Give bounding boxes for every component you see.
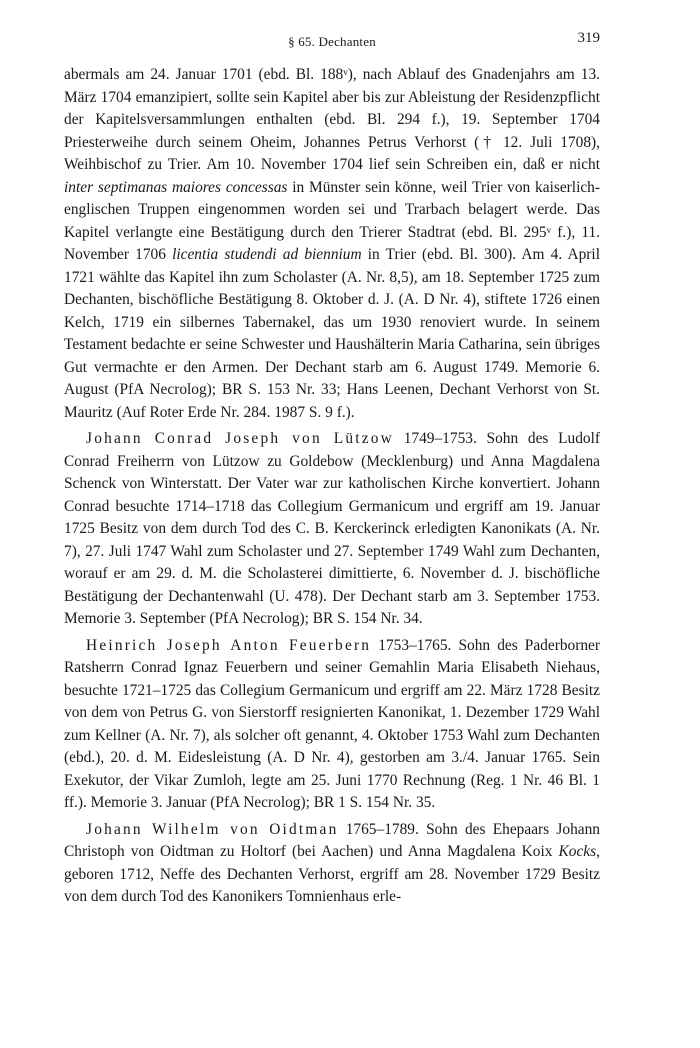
text-segment: 1749–1753. Sohn des Ludolf Conrad Freiherrn von Lützow zu Goldebow (Mecklenburg) und Anna Magdalena Schenck von Winterstatt. Der Vater war zur katholischen Kirche konvertiert. Johann Conrad besuchte 1714–1718 das Collegium Germanicum und ergriff am 19. Januar 1725 Besitz von dem durch Tod des C. B. Kerckerinck erledigten Kanonikats (A. Nr. 7), 27. Juli 1747 Wahl zum Scholaster und 27. September 1749 Wahl zum Dechanten, worauf er am 29. d. M. die Scholasterei dimittierte, 6. November d. J. bischöfliche Bestätigung der Dechantenwahl (U. 478). Der Dechant starb am 3. September 1753. Memorie 3. September (PfA Necrolog); BR S. 154 Nr. 34.: [64, 430, 601, 627]
latin-phrase: inter septimanas maiores concessas: [64, 178, 288, 196]
running-title: § 65. Dechanten: [288, 34, 376, 49]
name-variant: Kocks: [558, 843, 597, 860]
text-segment: in Trier (ebd. Bl. 300). Am 4. April 1721 wählte das Kapitel ihn zum Scholaster (A. Nr. 8,5), am 18. September 1725 zum Dechanten, bischöfliche Bestätigung 8. Oktober d. J. (A. D Nr. 4), stiftete 1726 einen Kelch, 1719 ein silbernes Tabernakel, das um 1930 renoviert wurde. In seinem Testament bedachte er seine Schwester und Haushälterin Maria Catharina, sein übriges Gut vermachte er den Armen. Der Dechant starb am 6. August 1749. Memorie 6. August (PfA Necrolog); BR S. 153 Nr. 33; Hans Leenen, Dechant Verhorst von St. Mauritz (Auf Roter Erde Nr. 284. 1987 S. 9 f.).: [64, 246, 600, 421]
text-segment: 1753–1765. Sohn des Paderborner Ratsherrn Conrad Ignaz Feuerbern und seiner Gemahlin Maria Elisabeth Niehaus, besuchte 1721–1725 das Collegium Germanicum und ergriff am 22. März 1728 Besitz von dem von Petrus G. von Sierstorff resignierten Kanonikat, 1. Dezember 1729 Wahl zum Kellner (A. Nr. 7), als solcher oft genannt, 4. Oktober 1753 Wahl zum Dechanten (ebd.), 20. d. M. Eidesleistung (A. D Nr. 4), gestorben am 3./4. Januar 1765. Sein Exekutor, der Vikar Zumloh, legte am 25. Juni 1770 Rechnung (Reg. 1 Nr. 46 Bl. 1 ff.). Memorie 3. Januar (PfA Necrolog); BR 1 S. 154 Nr. 35.: [64, 636, 600, 811]
biography-entry: [64, 635, 600, 815]
body-paragraph: [64, 64, 600, 424]
latin-phrase: licentia studendi ad biennium: [172, 246, 362, 263]
person-name: Johann Conrad Joseph von Lützow: [86, 430, 394, 447]
page-number: 319: [577, 30, 600, 46]
text-segment: abermals am 24. Januar 1701 (ebd. Bl. 188ᵛ), nach Ablauf des Gnadenjahrs am 13. März 1704 emanzipiert, sollte sein Kapitel aber bis zur Ableistung der Residenzpflicht der Kapitelsversammlungen enthalten (ebd. Bl. 294 f.), 19. September 1704 Priesterweihe durch seinem Oheim, Johannes Petrus Verhorst († 12. Juli 1708), Weihbischof zu Trier. Am 10. November 1704 lief sein Schreiben ein, daß er nicht: [64, 66, 600, 173]
document-page: [64, 28, 600, 909]
person-name: Johann Wilhelm von Oidtman: [86, 820, 339, 838]
text-segment: , geboren 1712, Neffe des Dechanten Verhorst, ergriff am 28. November 1729 Besitz von dem durch Tod des Kanonikers Tomnienhaus erle-: [64, 843, 600, 905]
biography-entry: [64, 428, 600, 631]
text-segment: 1765–1789. Sohn des Ehepaars Johann Christoph von Oidtman zu Holtorf (bei Aachen) und Anna Magdalena Koix: [64, 820, 600, 860]
biography-entry: [64, 819, 600, 909]
person-name: Heinrich Joseph Anton Feuerbern: [86, 636, 372, 654]
running-head: [64, 28, 600, 50]
text-segment: in Münster sein könne, weil Trier von kaiserlich-englischen Truppen eingenommen worden sei und Trarbach belagert werde. Das Kapitel verlangte eine Bestätigung durch den Trierer Stadtrat (ebd. Bl. 295ᵛ f.), 11. November 1706: [64, 178, 601, 263]
